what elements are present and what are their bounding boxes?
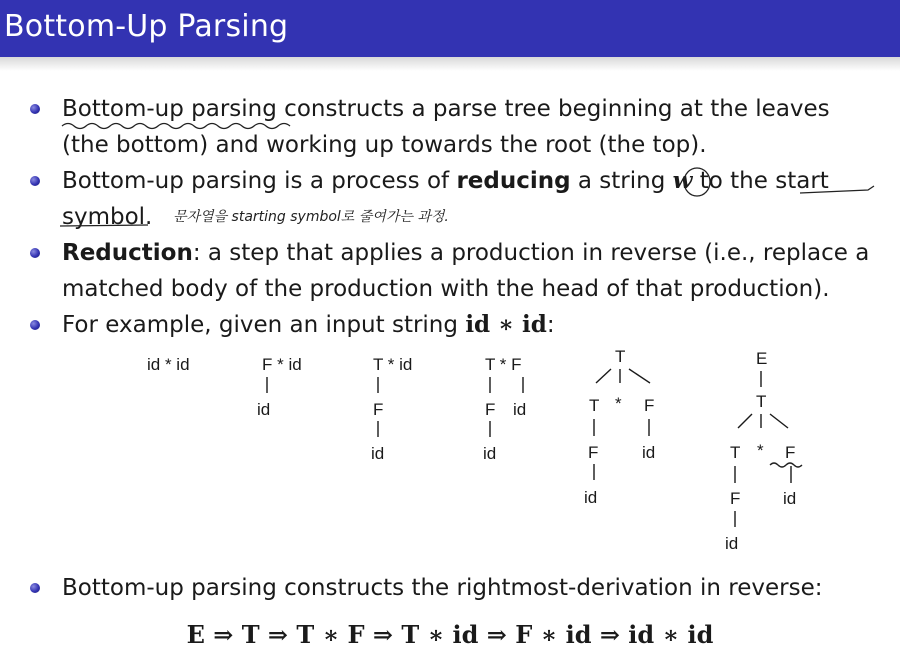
tree-6-left: T: [730, 443, 741, 462]
tree-6-left-mid: F: [730, 489, 741, 508]
tree-3-leaf: id: [371, 444, 385, 463]
tree-5-root: T: [615, 347, 626, 366]
tree-6-sub: T: [756, 392, 767, 411]
tree-5-right-leaf: id: [642, 443, 656, 462]
tree-5: [584, 347, 655, 507]
bullet-2-line-2: symbol.: [62, 204, 153, 230]
tree-4-leaf: id: [483, 444, 497, 463]
bullet-2-text: Bottom-up parsing is a process of: [62, 168, 457, 194]
tree-6-right-leaf: id: [783, 489, 797, 508]
tree-5-op: *: [615, 394, 622, 413]
tree-4-right-leaf: id: [513, 400, 527, 419]
bullet-2-post: to the start: [692, 168, 829, 194]
tree-6: [725, 349, 796, 553]
tree-5-right: F: [644, 396, 655, 415]
bullet-marker: [30, 583, 40, 593]
bullet-3-text: : a step that applies a production in reverse (i.e., replace a: [192, 240, 870, 266]
tree-4: [483, 355, 526, 463]
bullet-4-math: id ∗ id: [465, 311, 547, 338]
tree-6-root: E: [756, 349, 768, 368]
bullet-2-mid: a string: [570, 168, 673, 194]
tree-6-left-leaf: id: [725, 534, 739, 553]
bullet-3-line-2: matched body of the production with the head of that production).: [62, 276, 830, 302]
tree-6-right: F: [785, 443, 796, 462]
tree-4-mid: F: [485, 400, 496, 419]
tree-1-label: id * id: [147, 355, 190, 374]
tree-2-leaf: id: [257, 400, 271, 419]
tree-5-left: T: [589, 396, 600, 415]
bullet-1-line-2: (the bottom) and working up towards the root (the top).: [62, 132, 707, 158]
rightmost-derivation: E ⇒ T ⇒ T ∗ F ⇒ T ∗ id ⇒ F ∗ id ⇒ id ∗ id: [186, 620, 714, 649]
tree-4-top: T * F: [485, 355, 522, 374]
tree-3: [371, 355, 412, 463]
bullet-4-text: For example, given an input string: [62, 312, 466, 338]
bullet-2-bold: reducing: [456, 168, 571, 194]
tree-3-top: T * id: [373, 355, 413, 374]
tree-5-left-mid: F: [588, 443, 599, 462]
bullet-1-term: Bottom-up parsing: [62, 96, 277, 122]
tree-3-mid: F: [373, 400, 384, 419]
tree-2-top: F * id: [262, 355, 302, 374]
tree-6-op: *: [757, 441, 764, 460]
bullet-4-colon: :: [546, 312, 555, 338]
bullet-1-text: constructs a parse tree beginning at the leaves: [276, 96, 830, 122]
tree-5-left-leaf: id: [584, 488, 598, 507]
string-w: w: [672, 167, 693, 194]
tree-2: [257, 355, 302, 419]
slide-title: Bottom-Up Parsing: [4, 9, 289, 44]
tree-1: [147, 355, 190, 374]
bullet-5-line-1: Bottom-up parsing constructs the rightmost-derivation in reverse:: [62, 575, 823, 601]
bullet-3-bold: Reduction: [62, 240, 193, 266]
handwritten-note: 문자열을 starting symbol로 줄여가는 과정.: [173, 209, 449, 225]
